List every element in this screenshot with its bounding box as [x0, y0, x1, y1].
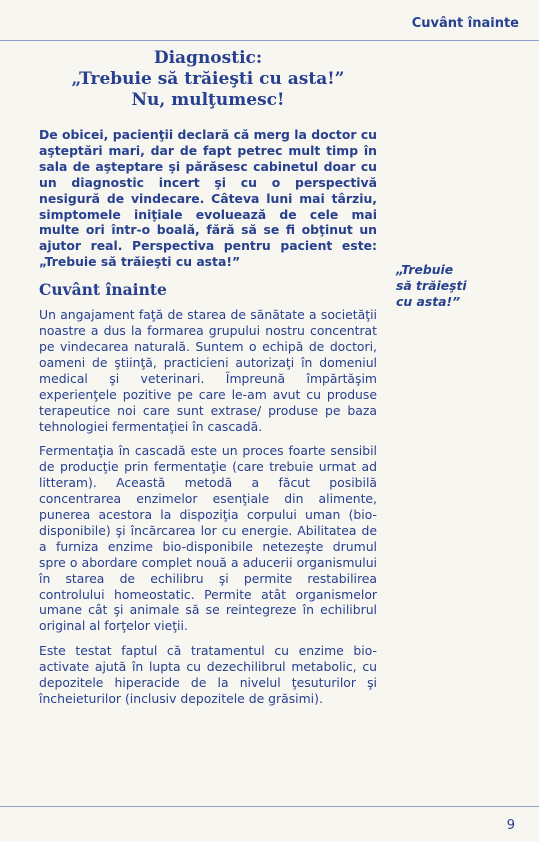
- section-heading: Cuvânt înainte: [39, 280, 167, 300]
- pull-quote-line: să trăieşti: [396, 278, 467, 293]
- sidebar-pull-quote: [396, 262, 526, 310]
- title-line: Diagnostic:: [153, 48, 263, 68]
- body-paragraph: Fermentaţia în cascadă este un proces foarte sensibil de producţie prin fermentaţie (care trebuie urmat ad litteram). Această metodă a făcut posibilă concentrarea enzimelor esenţiale din alimente, punerea acestora la dispoziţia corpului uman (bio-disponibile) şi încărcarea lor cu energie. Abilitatea de a furniza enzime bio-disponibile netezeşte drumul spre o abordare complet nouă a aducerii organismului în starea de echilibru şi permite restabilirea controlului homeostatic. Permite atât organismelor umane cât şi animale să se reintegreze în echilibrul original al forţelor vieţii.: [39, 443, 377, 634]
- title-line: Nu, mulţumesc!: [131, 90, 285, 110]
- header-divider: [0, 40, 539, 41]
- running-header: Cuvânt înainte: [411, 16, 519, 31]
- intro-paragraph: De obicei, pacienţii declară că merg la doctor cu aşteptări mari, dar de fapt petrec mult timp în sala de aşteptare şi părăsesc cabinetul doar cu un diagnostic incert şi cu o perspectivă nesigură de vindecare. Câteva luni mai târziu, simptomele iniţiale evoluează de cele mai multe ori într-o boală, fără să se fi obţinut un ajutor real. Perspectiva pentru pacient este: „Trebuie să trăieşti cu asta!”: [39, 127, 377, 270]
- page-number: 9: [506, 818, 515, 833]
- body-paragraph: Este testat faptul că tratamentul cu enzime bio-activate ajută în lupta cu dezechilibrul metabolic, cu depozitele hiperacide de la nivelul ţesuturilor şi încheieturilor (inclusiv depozitele de grăsimi).: [39, 643, 377, 706]
- title-line: „Trebuie să trăieşti cu asta!”: [71, 69, 345, 89]
- body-paragraph: Un angajament faţă de starea de sănătate a societăţii noastre a dus la formarea grupului nostru concentrat pe vindecarea naturală. Suntem o echipă de doctori, oameni de ştiinţă, practicieni autorizaţi în domeniul medical şi veterinari. Împreună împărtăşim experienţele pozitive pe care le-am avut cu produse terapeutice noi care sunt extrase/ produse pe baza tehnologiei fermentaţiei în cascadă.: [39, 307, 377, 434]
- pull-quote-line: cu asta!”: [396, 294, 461, 309]
- pull-quote: [396, 262, 526, 310]
- main-column: [39, 48, 377, 716]
- footer-divider: [0, 806, 539, 807]
- pull-quote-line: „Trebuie: [396, 262, 454, 277]
- page-title: [39, 48, 377, 111]
